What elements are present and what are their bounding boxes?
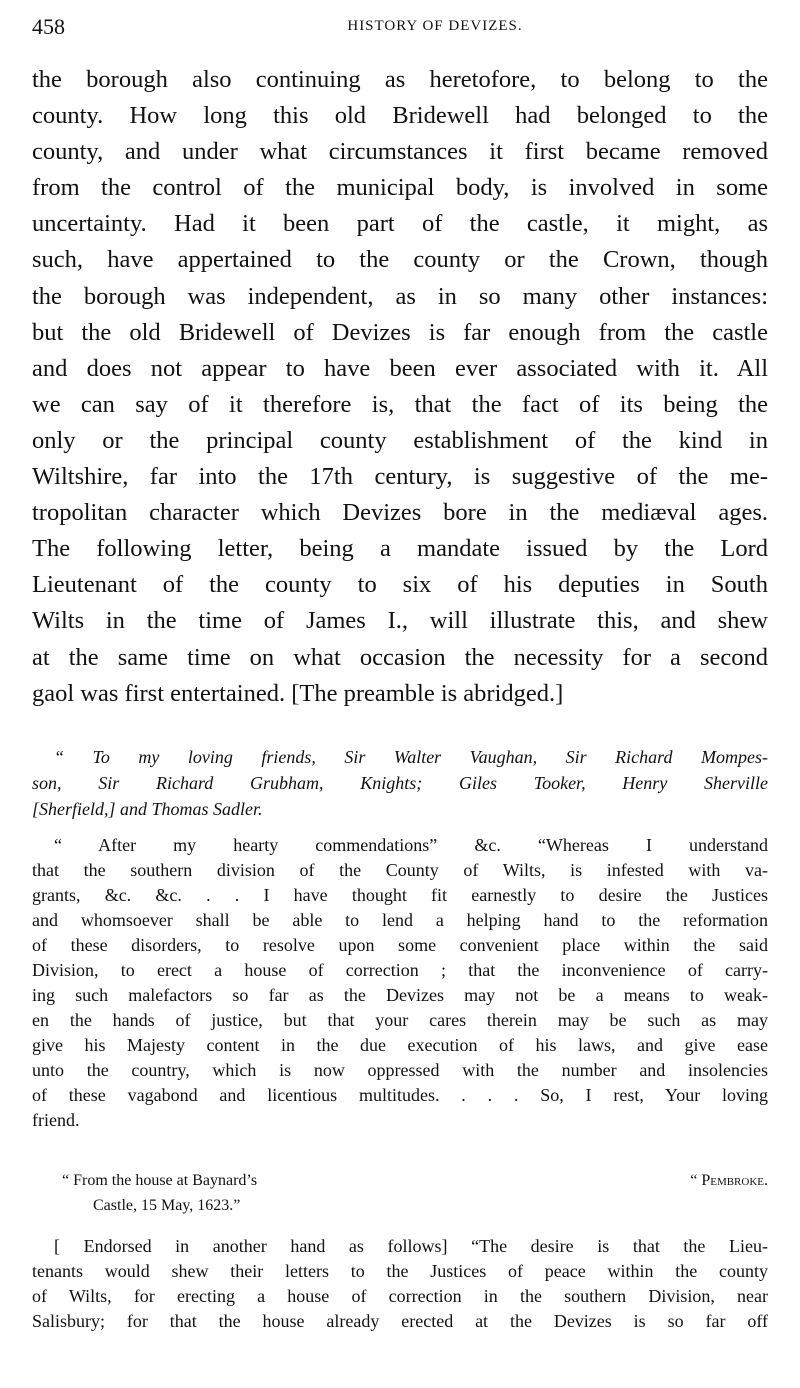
text-line: only or the principal county establishment of the kind in [32, 426, 768, 454]
text-line: [Sherfield,] and Thomas Sadler. [32, 799, 263, 819]
dateline-place: “ From the house at Baynard’s [62, 1172, 258, 1189]
text-line: uncertainty. Had it been part of the castle, it might, as [32, 210, 768, 238]
text-line: Lieutenant of the county to six of his deputies in South [32, 571, 768, 599]
endorsement [32, 1234, 768, 1334]
signature: “ Pembroke. [690, 1172, 768, 1189]
text-line: of these disorders, to resolve upon some convenient place within the said [32, 935, 768, 955]
text-line: unto the country, which is now oppressed with the number and insolencies [32, 1060, 768, 1080]
text-line: gaol was first entertained. [The preamble is abridged.] [32, 679, 564, 707]
text-line: tenants would shew their letters to the Justices of peace within the county [32, 1261, 768, 1281]
running-title: HISTORY OF DEVIZES. [347, 18, 523, 34]
text-line: county. How long this old Bridewell had belonged to the [32, 102, 768, 130]
text-line: son, Sir Richard Grubham, Knights; Giles Tooker, Henry Sherville [32, 773, 768, 793]
text-line: the borough was independent, as in so many other instances: [32, 282, 768, 310]
text-line: “ After my hearty commendations” &c. “Whereas I understand [54, 835, 768, 855]
text-line: such, have appertained to the county or the Crown, though [32, 246, 768, 274]
text-line: but the old Bridewell of Devizes is far enough from the castle [32, 318, 768, 346]
text-line: Division, to erect a house of correction ; that the inconvenience of carry- [32, 960, 768, 980]
letter-address [32, 744, 768, 822]
dateline [32, 1168, 768, 1218]
text-line: Wilts in the time of James I., will illustrate this, and shew [32, 607, 768, 635]
text-line: from the control of the municipal body, is involved in some [32, 174, 768, 202]
text-line: grants, &c. &c. . . I have thought fit earnestly to desire the Justices [32, 885, 768, 905]
text-line: en the hands of justice, but that your cares therein may be such as may [32, 1010, 768, 1030]
text-line: at the same time on what occasion the necessity for a second [32, 643, 768, 671]
letter-body [32, 833, 768, 1133]
text-line: and does not appear to have been ever associated with it. All [32, 354, 768, 382]
text-line: The following letter, being a mandate issued by the Lord [32, 535, 768, 563]
text-line: tropolitan character which Devizes bore in the mediæval ages. [32, 499, 768, 527]
text-line: Wiltshire, far into the 17th century, is suggestive of the me- [32, 463, 768, 491]
text-line: give his Majesty content in the due execution of his laws, and give ease [32, 1035, 768, 1055]
main-paragraph [32, 62, 768, 712]
text-line: county, and under what circumstances it first became removed [32, 138, 768, 166]
text-line: ing such malefactors so far as the Devizes may not be a means to weak- [32, 985, 768, 1005]
text-line: [ Endorsed in another hand as follows] “The desire is that the Lieu- [54, 1236, 768, 1256]
text-line: friend. [32, 1110, 80, 1130]
text-line: Salisbury; for that the house already erected at the Devizes is so far off [32, 1311, 768, 1331]
text-line: we can say of it therefore is, that the fact of its being the [32, 390, 768, 418]
text-line: that the southern division of the County of Wilts, is infested with va- [32, 860, 768, 880]
text-line: of these vagabond and licentious multitudes. . . . So, I rest, Your loving [32, 1085, 768, 1105]
text-line: of Wilts, for erecting a house of correction in the southern Division, near [32, 1286, 768, 1306]
text-line: the borough also continuing as heretofore, to belong to the [32, 66, 768, 93]
page-number: 458 [32, 14, 65, 39]
dateline-date: Castle, 15 May, 1623.” [93, 1197, 241, 1214]
text-line: “ To my loving friends, Sir Walter Vaughan, Sir Richard Mompes- [54, 747, 768, 767]
text-line: and whomsoever shall be able to lend a helping hand to the reformation [32, 910, 768, 930]
